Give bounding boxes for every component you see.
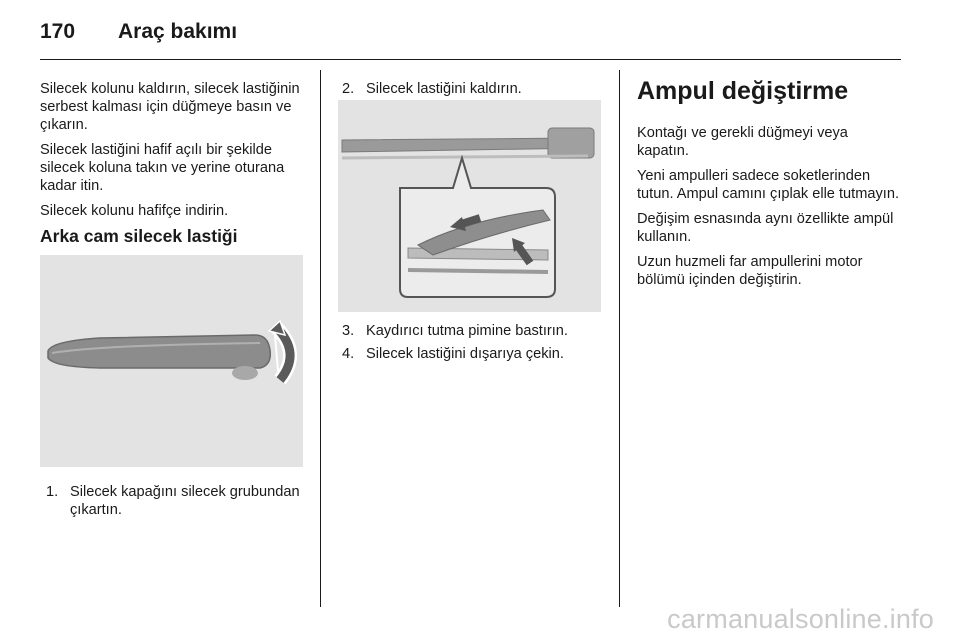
step-3: [342, 322, 602, 342]
paragraph: Değişim esnasında aynı özellikte ampül kullanın.: [637, 211, 894, 245]
step-number: 4.: [342, 346, 355, 362]
step-text: Silecek lastiğini kaldırın.: [366, 81, 522, 97]
paragraph: Uzun huzmeli far ampullerini motor bölümü içinden değiştirin.: [637, 254, 863, 288]
paragraph: Kontağı ve gerekli düğmeyi veya kapatın.: [637, 125, 848, 159]
paragraph: Silecek kolunu kaldırın, silecek lastiğinin serbest kalması için düğmeye basın ve çıkarın.: [40, 81, 300, 133]
column-1: [40, 80, 312, 245]
step-2: [342, 80, 602, 100]
header-divider: [40, 59, 901, 60]
section-heading: Ampul değiştirme: [637, 77, 849, 105]
paragraph: Silecek kolunu hafifçe indirin.: [40, 203, 229, 219]
watermark: carmanualsonline.info: [667, 604, 934, 634]
step-text: Kaydırıcı tutma pimine bastırın.: [366, 323, 568, 339]
step-number: 1.: [46, 484, 59, 500]
rear-wiper-illustration: [40, 255, 303, 467]
wiper-blade-illustration: [338, 100, 601, 312]
page-title: Araç bakımı: [118, 20, 238, 43]
column-3: [637, 76, 899, 296]
step-number: 3.: [342, 323, 355, 339]
paragraph: Yeni ampulleri sadece soketlerinden tutun. Ampul camını çıplak elle tutmayın.: [637, 168, 900, 202]
step-text: Silecek kapağını silecek grubundan çıkartın.: [70, 484, 300, 518]
column-divider-1: [320, 70, 321, 607]
section-subheading: Arka cam silecek lastiği: [40, 226, 238, 246]
step-4: [342, 345, 602, 365]
page-number: 170: [40, 20, 76, 43]
step-text: Silecek lastiğini dışarıya çekin.: [366, 346, 564, 362]
paragraph: Silecek lastiğini hafif açılı bir şekilde silecek koluna takın ve yerine oturana kadar itin.: [40, 142, 285, 194]
column-divider-2: [619, 70, 620, 607]
step-number: 2.: [342, 81, 355, 97]
step-1: [46, 483, 306, 523]
